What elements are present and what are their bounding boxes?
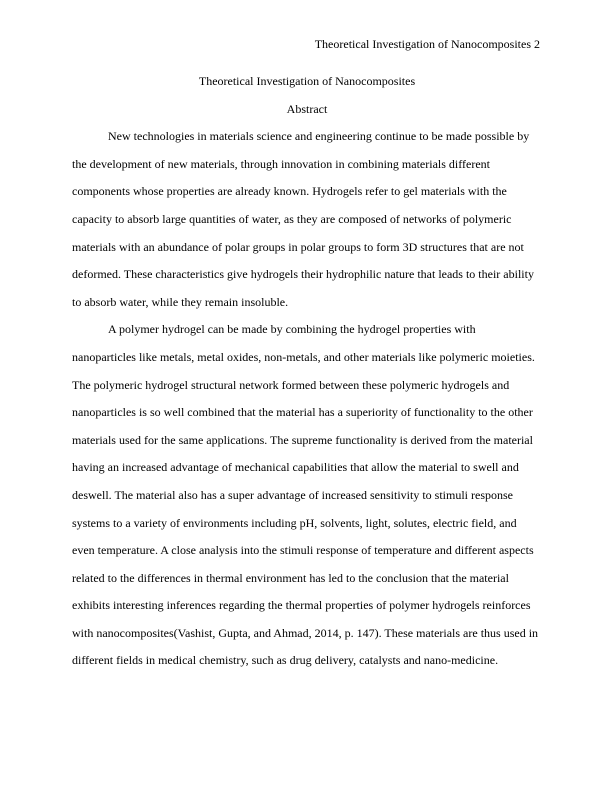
page-number: 2 xyxy=(534,37,540,51)
running-head: Theoretical Investigation of Nanocomposites xyxy=(314,37,531,51)
document-title: Theoretical Investigation of Nanocomposites xyxy=(198,74,416,88)
abstract-paragraph-1: New technologies in materials science and engineering continue to be made possible by the development of new materials, through innovation in combining materials different components whose properties are already known. Hydrogels refer to gel materials with the capacity to absorb large quantities of water, as they are composed of networks of polymeric materials with an abundance of polar groups in polar groups to form 3D structures that are not deformed. These characteristics give hydrogels their hydrophilic nature that leads to their ability to absorb water, while they remain insoluble. xyxy=(72,129,534,309)
abstract-paragraph-2: A polymer hydrogel can be made by combining the hydrogel properties with nanoparticles like metals, metal oxides, non-metals, and other materials like polymeric moieties. The polymeric hydrogel structural network formed between these polymeric hydrogels and nanoparticles is so well combined that the material has a superiority of functionality to the other materials used for the same applications. The supreme functionality is derived from the material having an increased advantage of mechanical capabilities that allow the material to swell and deswell. The material also has a super advantage of increased sensitivity to stimuli response systems to a variety of environments including pH, solvents, light, solutes, electric field, and even temperature. A close analysis into the stimuli response of temperature and different aspects related to the differences in thermal environment has led to the conclusion that the material exhibits interesting inferences regarding the thermal properties of polymer hydrogels reinforces with nanocomposites(Vashist, Gupta, and Ahmad, 2014, p. 147). These materials are thus used in different fields in medical chemistry, such as drug delivery, catalysts and nano-medicine. xyxy=(72,322,539,668)
section-heading-abstract: Abstract xyxy=(286,101,328,116)
page-header xyxy=(315,36,540,52)
document-body xyxy=(72,68,542,675)
